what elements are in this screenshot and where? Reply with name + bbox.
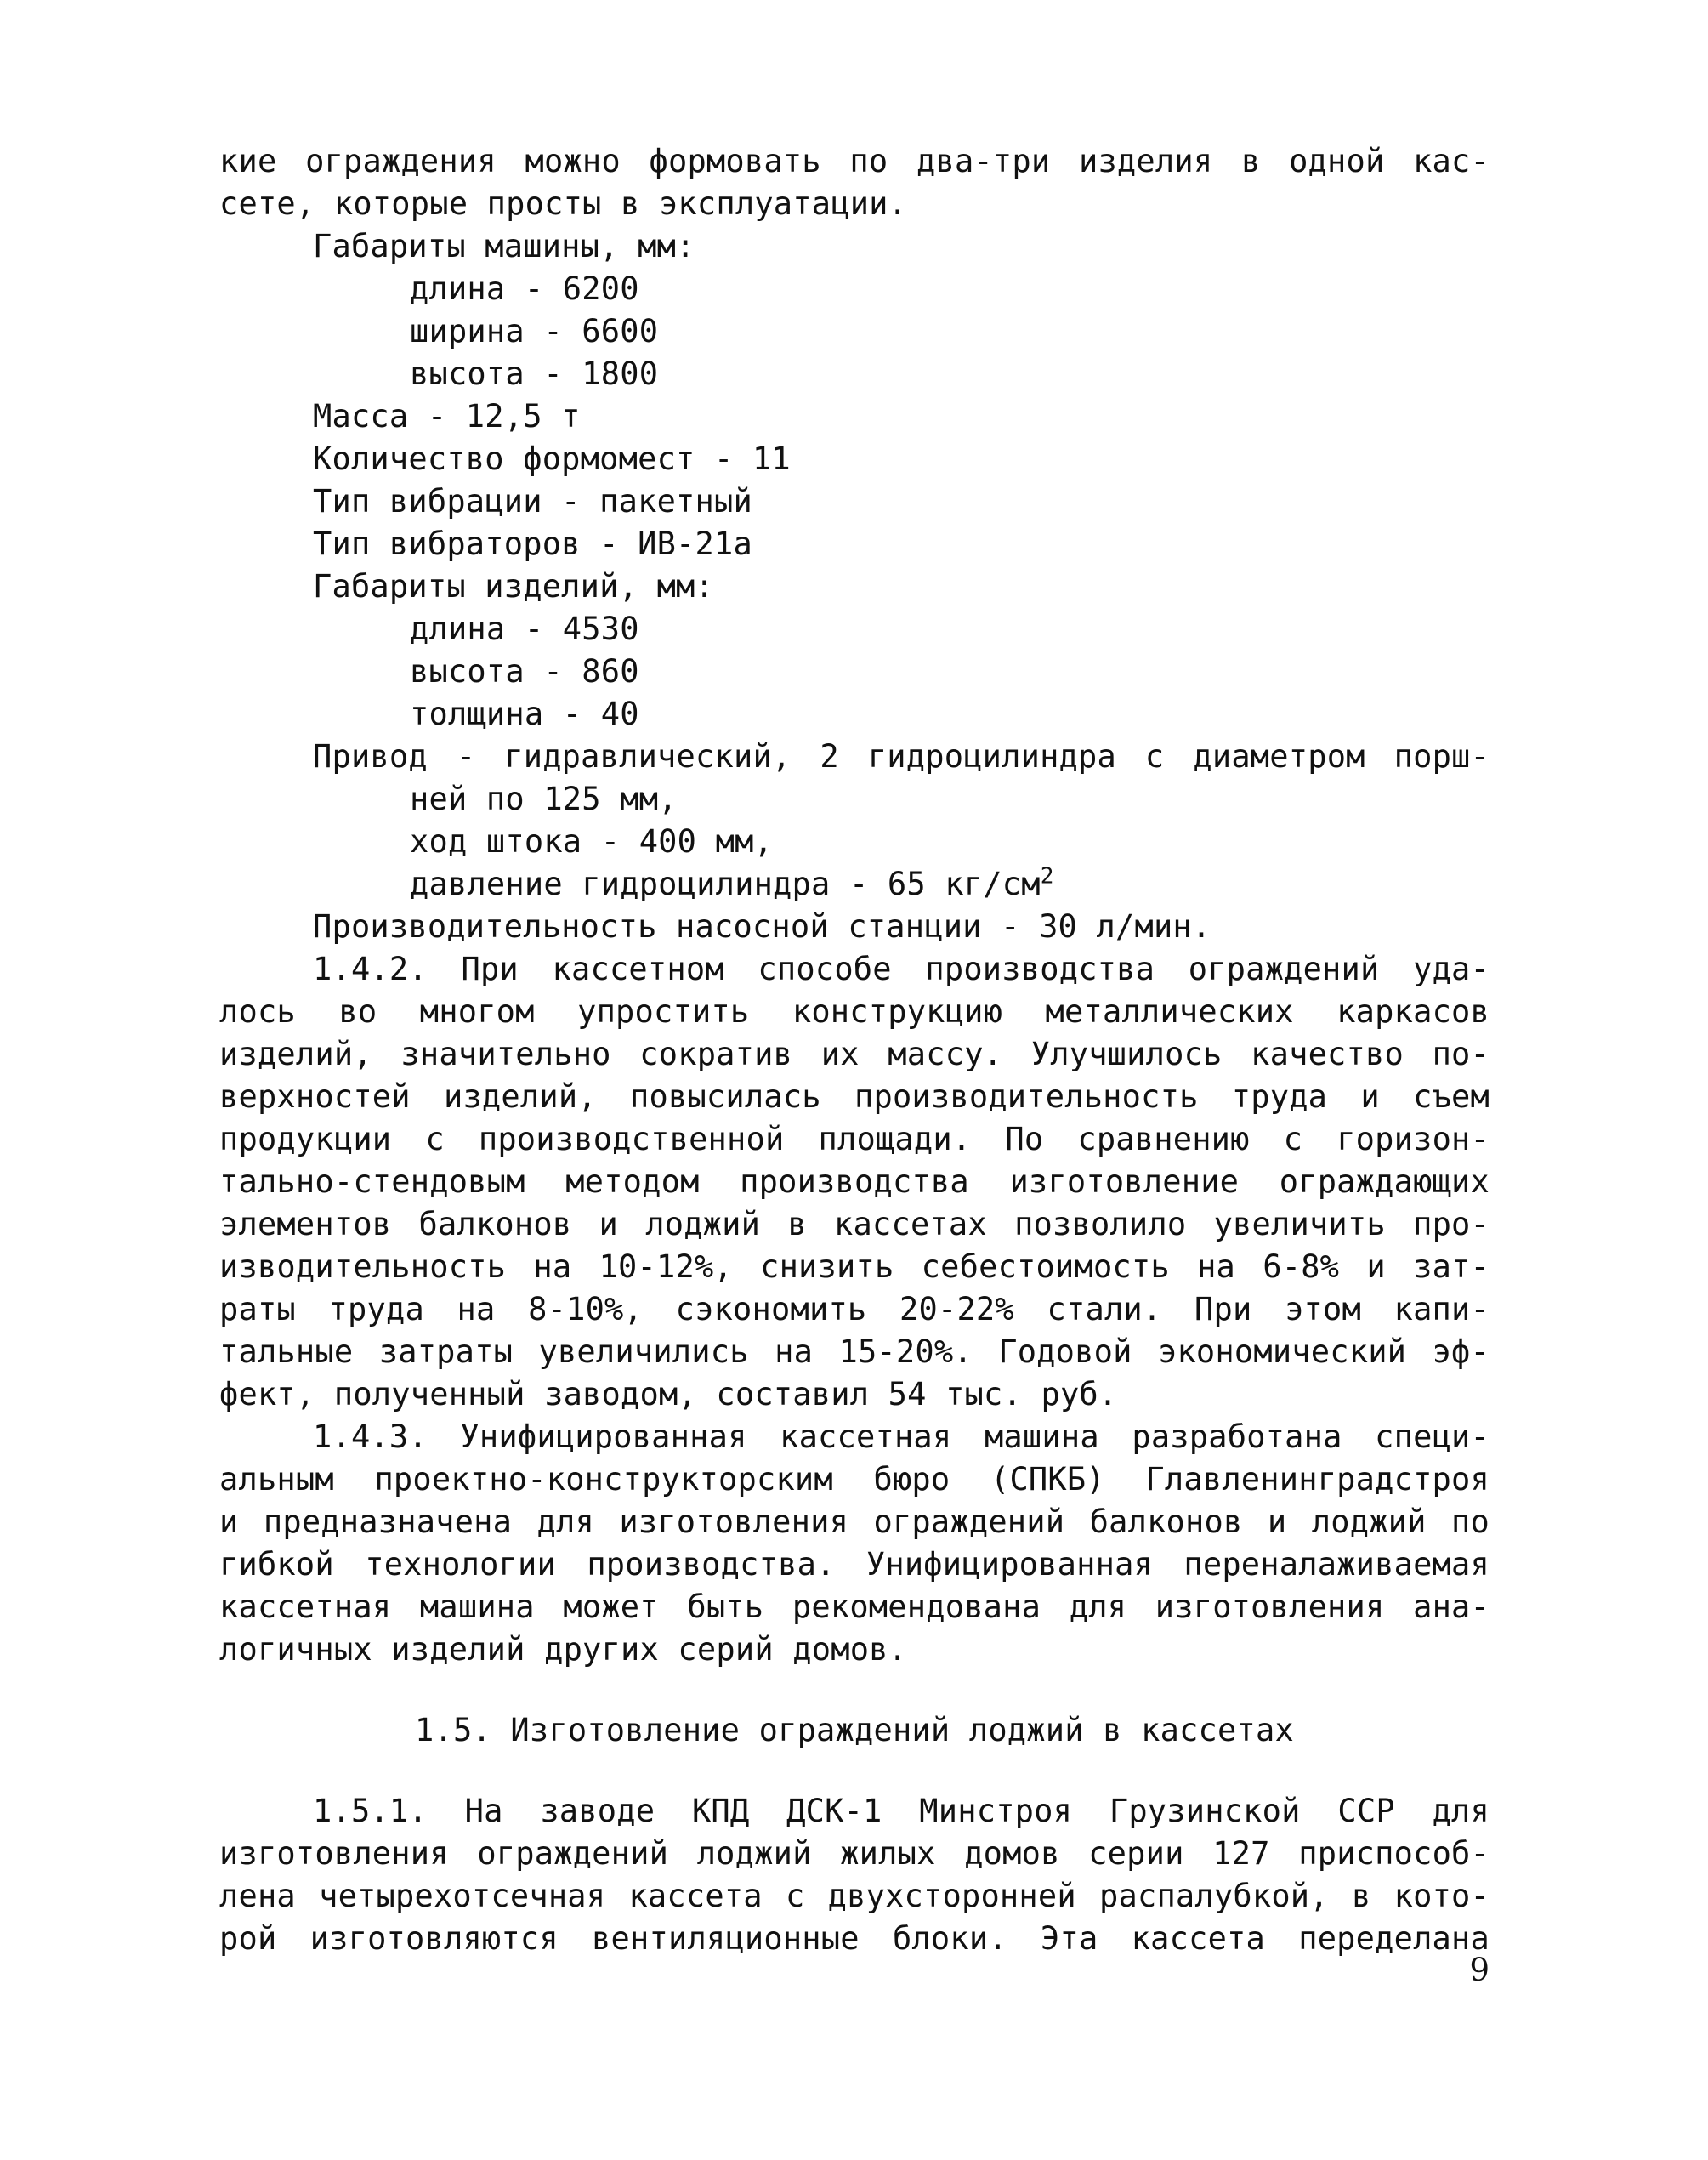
spec-line: Количество формомест - 11 — [313, 441, 791, 477]
paragraph-line: верхностей изделий, повысилась производительность труда и съем — [219, 1078, 1490, 1115]
paragraph-line: тально-стендовым методом производства изготовление ограждающих — [219, 1163, 1490, 1200]
section-heading: 1.5. Изготовление ограждений лоджий в кассетах — [415, 1712, 1294, 1748]
spec-item: высота - 1800 — [410, 355, 659, 392]
spec-item: высота - 860 — [410, 653, 639, 690]
paragraph-line: 1.5.1. На заводе КПД ДСК-1 Минстроя Грузинской ССР для — [313, 1793, 1490, 1829]
pressure-text: давление гидроцилиндра - 65 кг/см — [410, 866, 1041, 902]
paragraph-line: изделий, значительно сократив их массу. Улучшилось качество по- — [219, 1036, 1490, 1072]
paragraph-line: гибкой технологии производства. Унифицированная переналаживаемая — [219, 1546, 1490, 1583]
spec-line: Тип вибраторов - ИВ-21а — [313, 526, 752, 562]
paragraph-line: изводительность на 10-12%, снизить себестоимость на 6-8% и зат- — [219, 1248, 1490, 1285]
paragraph-line: элементов балконов и лоджий в кассетах позволило увеличить про- — [219, 1206, 1490, 1242]
spec-item: толщина - 40 — [410, 696, 639, 732]
spec-heading: Габариты машины, мм: — [313, 228, 695, 264]
spec-item: ней по 125 мм, — [410, 781, 678, 817]
paragraph-line: и предназначена для изготовления ограждений балконов и лоджий по — [219, 1503, 1490, 1540]
spec-line: Масса - 12,5 т — [313, 398, 581, 435]
spec-line: Тип вибрации - пакетный — [313, 483, 752, 520]
spec-item: ход штока - 400 мм, — [410, 823, 774, 860]
spec-item: ширина - 6600 — [410, 313, 659, 350]
spec-heading: Габариты изделий, мм: — [313, 568, 714, 605]
paragraph-line: 1.4.2. При кассетном способе производства ограждений уда- — [313, 951, 1490, 987]
text-line: кие ограждения можно формовать по два-три изделия в одной кас- — [219, 143, 1490, 179]
paragraph-line: логичных изделий других серий домов. — [219, 1631, 908, 1668]
paragraph-line: лось во многом упростить конструкцию металлических каркасов — [219, 993, 1490, 1030]
paragraph-line: рой изготовляются вентиляционные блоки. Эта кассета переделана — [219, 1920, 1490, 1957]
spec-line: Производительность насосной станции - 30 л/мин. — [313, 908, 1211, 945]
spec-item — [410, 863, 1490, 906]
paragraph-line: кассетная машина может быть рекомендована для изготовления ана- — [219, 1589, 1490, 1625]
paragraph-line: продукции с производственной площади. По сравнению с горизон- — [219, 1121, 1490, 1157]
superscript: 2 — [1040, 863, 1054, 890]
paragraph-line: 1.4.3. Унифицированная кассетная машина разработана специ- — [313, 1418, 1490, 1455]
paragraph-line: изготовления ограждений лоджий жилых домов серии 127 приспособ- — [219, 1835, 1490, 1872]
paragraph-line: тальные затраты увеличились на 15-20%. Годовой экономический эф- — [219, 1333, 1490, 1370]
paragraph-line: альным проектно-конструкторским бюро (СПКБ) Главленинградстроя — [219, 1461, 1490, 1498]
text-line: сете, которые просты в эксплуатации. — [219, 185, 908, 222]
paragraph-line: раты труда на 8-10%, сэкономить 20-22% стали. При этом капи- — [219, 1291, 1490, 1327]
paragraph-line: фект, полученный заводом, составил 54 тыс. руб. — [219, 1376, 1118, 1413]
paragraph-line: лена четырехотсечная кассета с двухсторонней распалубкой, в кото- — [219, 1878, 1490, 1914]
spec-item: длина - 6200 — [410, 270, 639, 307]
spec-item: длина - 4530 — [410, 611, 639, 647]
page-number: 9 — [1469, 1952, 1490, 1988]
spec-line: Привод - гидравлический, 2 гидроцилиндра с диаметром порш- — [313, 738, 1490, 775]
